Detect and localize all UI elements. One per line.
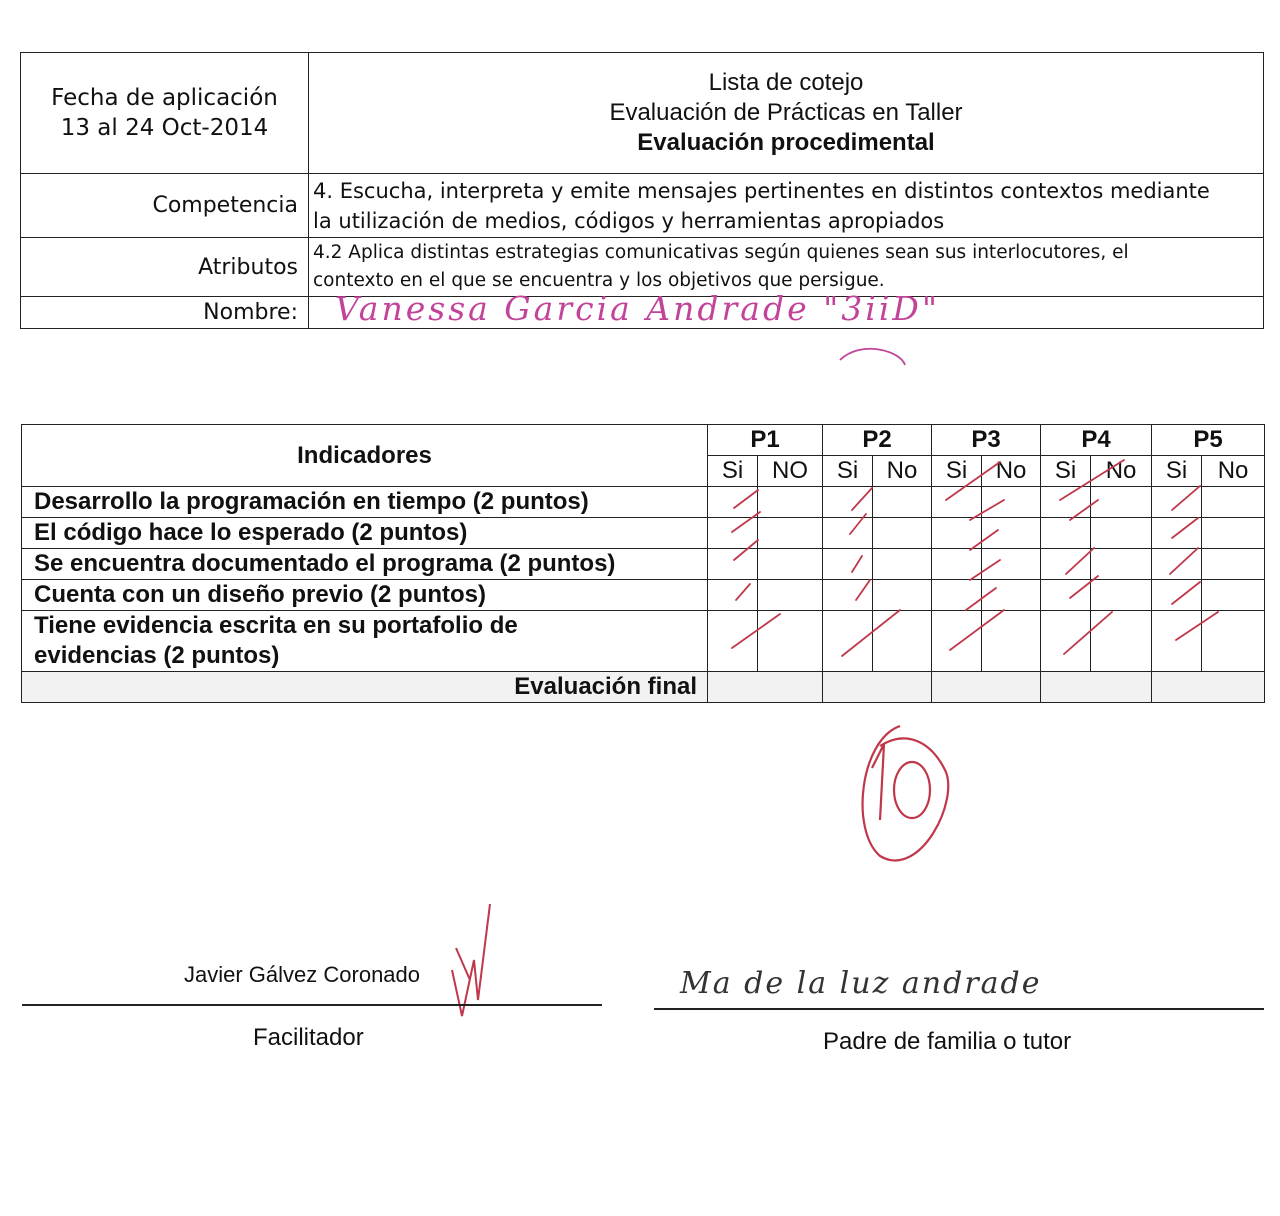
check-mark bbox=[1070, 576, 1098, 598]
atributos-line1: 4.2 Aplica distintas estrategias comunicativas según quienes sean sus interlocutores, el bbox=[313, 242, 1129, 263]
indicator-row-5-line2: evidencias (2 puntos) bbox=[34, 642, 280, 669]
title-line2: Evaluación de Prácticas en Taller bbox=[609, 99, 963, 126]
check-mark bbox=[970, 500, 1004, 520]
indicator-row-1: Desarrollo la programación en tiempo (2 puntos) bbox=[22, 487, 708, 518]
atributos-label: Atributos bbox=[21, 238, 309, 297]
p3-si: Si bbox=[932, 456, 982, 487]
facilitator-signature-mark bbox=[452, 904, 490, 1016]
p5-header: P5 bbox=[1152, 425, 1265, 456]
p4-si: Si bbox=[1041, 456, 1091, 487]
fecha-label: Fecha de aplicación bbox=[51, 85, 278, 111]
check-mark bbox=[1060, 460, 1124, 500]
p3-no: No bbox=[982, 456, 1041, 487]
check-mark bbox=[1064, 612, 1112, 654]
check-mark bbox=[1170, 548, 1198, 574]
fecha-value: 13 al 24 Oct-2014 bbox=[60, 115, 269, 141]
check-mark bbox=[970, 530, 998, 550]
check-mark bbox=[736, 584, 750, 600]
title-line3: Evaluación procedimental bbox=[637, 129, 935, 156]
check-mark bbox=[850, 514, 866, 534]
check-mark bbox=[732, 614, 780, 648]
tutor-signature-line bbox=[654, 1008, 1264, 1010]
atributos-line2: contexto en el que se encuentra y los objetivos que persigue. bbox=[313, 270, 885, 291]
indicadores-header: Indicadores bbox=[22, 425, 708, 487]
tutor-signature: Ma de la luz andrade bbox=[680, 966, 1042, 1001]
competencia-label: Competencia bbox=[21, 174, 309, 238]
check-mark bbox=[1066, 548, 1094, 574]
p2-no: No bbox=[873, 456, 932, 487]
p1-header: P1 bbox=[708, 425, 823, 456]
check-mark bbox=[856, 580, 870, 600]
title-line1: Lista de cotejo bbox=[708, 69, 864, 96]
p5-no: No bbox=[1202, 456, 1265, 487]
check-mark bbox=[842, 610, 900, 656]
facilitador-signature-line bbox=[22, 1004, 602, 1006]
check-mark bbox=[732, 512, 760, 532]
checkmarks bbox=[732, 460, 1218, 656]
check-mark bbox=[1172, 486, 1200, 510]
indicator-row-3: Se encuentra documentado el programa (2 puntos) bbox=[22, 549, 708, 580]
name-underline-mark bbox=[840, 349, 905, 365]
check-mark bbox=[1172, 518, 1198, 538]
facilitador-role: Facilitador bbox=[253, 1024, 364, 1051]
check-mark bbox=[950, 610, 1004, 650]
competencia-line2: la utilización de medios, códigos y herramientas apropiados bbox=[313, 208, 945, 233]
check-mark bbox=[946, 462, 1000, 500]
indicator-row-4: Cuenta con un diseño previo (2 puntos) bbox=[22, 580, 708, 611]
p1-no: NO bbox=[758, 456, 823, 487]
check-mark bbox=[1176, 612, 1218, 640]
p5-si: Si bbox=[1152, 456, 1202, 487]
check-mark bbox=[852, 488, 872, 510]
p2-si: Si bbox=[823, 456, 873, 487]
indicator-row-2: El código hace lo esperado (2 puntos) bbox=[22, 518, 708, 549]
check-mark bbox=[970, 560, 1000, 580]
p3-header: P3 bbox=[932, 425, 1041, 456]
competencia-line1: 4. Escucha, interpreta y emite mensajes pertinentes en distintos contextos mediante bbox=[313, 178, 1210, 203]
check-mark bbox=[1070, 500, 1098, 520]
check-mark bbox=[966, 588, 996, 610]
p4-header: P4 bbox=[1041, 425, 1152, 456]
evaluacion-final-label: Evaluación final bbox=[22, 672, 708, 703]
p1-si: Si bbox=[708, 456, 758, 487]
facilitador-name: Javier Gálvez Coronado bbox=[184, 962, 421, 987]
p2-header: P2 bbox=[823, 425, 932, 456]
p4-no: No bbox=[1091, 456, 1152, 487]
check-mark bbox=[734, 490, 758, 508]
nombre-label: Nombre: bbox=[21, 297, 309, 329]
check-mark bbox=[852, 556, 862, 572]
indicator-row-5-line1: Tiene evidencia escrita en su portafolio de bbox=[34, 612, 518, 639]
nombre-value: Vanessa Garcia Andrade "3iiD" bbox=[335, 289, 941, 328]
check-mark bbox=[734, 540, 758, 560]
check-mark bbox=[1172, 582, 1200, 604]
tutor-role: Padre de familia o tutor bbox=[823, 1028, 1072, 1055]
